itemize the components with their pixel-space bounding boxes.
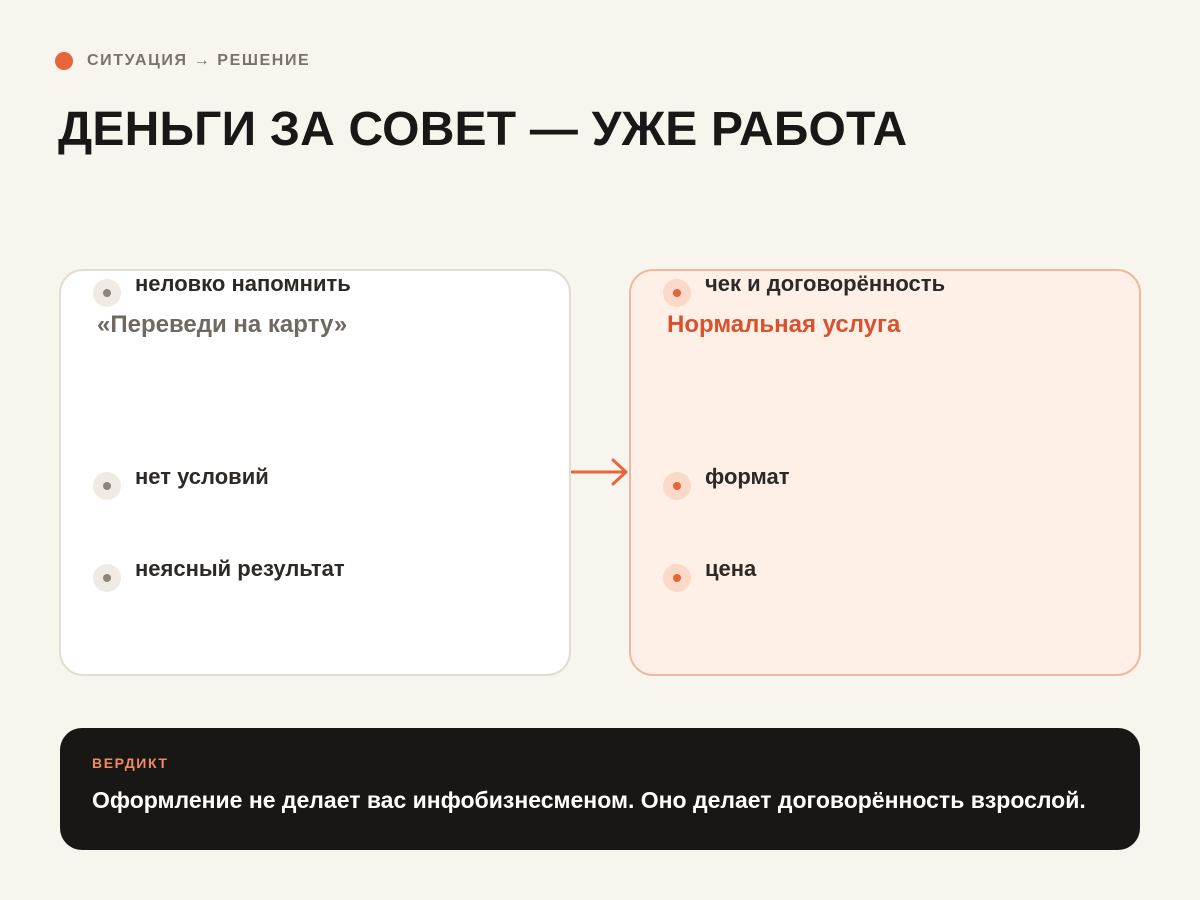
solution-item [663, 464, 790, 500]
problem-item-label: неловко напомнить [135, 271, 351, 296]
problem-item [93, 556, 345, 592]
problem-item-label: нет условий [135, 464, 269, 489]
solution-card [629, 269, 1141, 676]
solution-item-label: формат [705, 464, 790, 489]
problem-card [59, 269, 571, 676]
verdict-box [60, 728, 1140, 850]
bullet-icon [93, 279, 121, 307]
solution-item [663, 556, 756, 592]
kicker [55, 52, 310, 70]
bullet-icon [663, 279, 691, 307]
problem-card-title: «Переведи на карту» [97, 311, 348, 338]
verdict-text: Оформление не делает вас инфобизнесменом. Оно делает договорённость взрослой. [92, 787, 1086, 813]
solution-card-title: Нормальная услуга [667, 311, 901, 338]
solution-item [663, 271, 945, 307]
problem-item [93, 271, 351, 307]
kicker-text: СИТУАЦИЯ → РЕШЕНИЕ [87, 52, 311, 69]
arrow-right-icon [571, 457, 629, 487]
verdict-label: ВЕРДИКТ [92, 755, 169, 771]
bullet-icon [663, 472, 691, 500]
bullet-icon [663, 564, 691, 592]
problem-item [93, 464, 269, 500]
solution-item-label: чек и договорённость [705, 271, 946, 296]
bullet-icon [93, 472, 121, 500]
solution-item-label: цена [705, 556, 757, 581]
page-title: ДЕНЬГИ ЗА СОВЕТ — УЖЕ РАБОТА [58, 103, 908, 156]
bullet-icon [93, 564, 121, 592]
dot-icon [55, 52, 73, 70]
problem-item-label: неясный результат [135, 556, 345, 581]
